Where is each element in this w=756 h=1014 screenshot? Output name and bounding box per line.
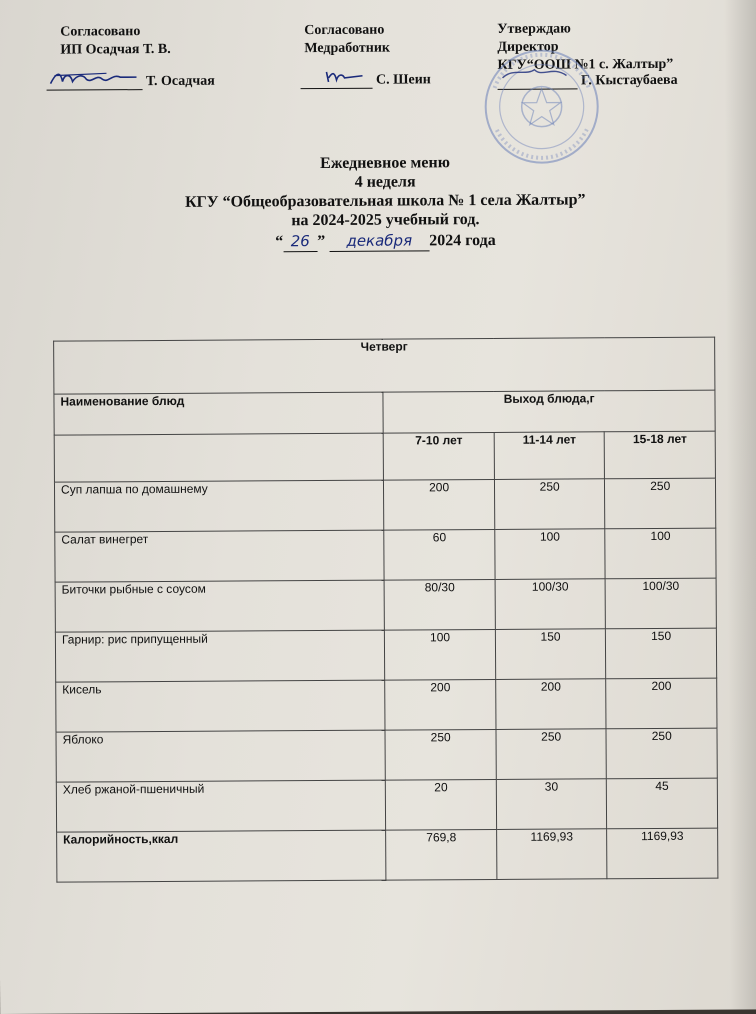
calories-label: Калорийность,ккал	[57, 830, 387, 882]
weekday-header: Четверг	[54, 337, 715, 394]
dish-name: Хлеб ржаной-пшеничный	[56, 780, 386, 832]
signature-name: Г. Кыстаубаева	[580, 72, 678, 89]
signature-line-medical	[300, 69, 430, 89]
date-year: 2024 года	[429, 231, 496, 250]
school-name: КГУ “Общеобразовательная школа № 1 села Жалтыр”	[184, 191, 586, 211]
portion-value: 80/30	[384, 579, 495, 630]
approval-heading: Согласовано	[60, 24, 141, 40]
portion-value: 60	[384, 529, 495, 580]
approval-heading: Согласовано	[304, 22, 385, 39]
portion-value: 250	[605, 478, 716, 529]
portion-value: 100	[385, 629, 496, 680]
dish-name: Салат винегрет	[55, 530, 385, 582]
dish-name: Суп лапша по домашнему	[54, 480, 384, 532]
portion-value: 200	[385, 679, 496, 730]
portion-value: 20	[386, 779, 497, 830]
table-row	[55, 578, 716, 632]
date-month: декабря	[329, 231, 429, 252]
approval-block-entrepreneur	[60, 23, 171, 60]
portion-value: 100/30	[605, 578, 716, 629]
age-group-header: 15-18 лет	[605, 431, 716, 479]
portion-value: 200	[384, 479, 495, 530]
dish-name: Яблоко	[56, 730, 386, 782]
handwritten-signature	[300, 70, 372, 89]
calories-value: 1169,93	[607, 828, 718, 879]
portion-value: 250	[494, 479, 605, 530]
approval-position: ИП Осадчая Т. В.	[60, 41, 171, 58]
portion-header: Выход блюда,г	[383, 390, 715, 433]
signature-name: Т. Осадчая	[145, 73, 215, 90]
table-row	[56, 778, 717, 832]
menu-date: “ 26 ” декабря 2024 года	[275, 231, 496, 251]
dish-name: Биточки рыбные с соусом	[55, 580, 385, 632]
portion-value: 100	[605, 528, 716, 579]
menu-table	[53, 337, 718, 883]
approval-position: Медработник	[304, 40, 391, 57]
portion-value: 45	[607, 778, 718, 829]
age-group-header: 7-10 лет	[384, 432, 495, 480]
table-row	[56, 678, 717, 732]
table-row	[55, 628, 716, 682]
table-row	[54, 478, 715, 532]
calories-row	[57, 828, 718, 882]
menu-title: Ежедневное меню	[320, 154, 450, 173]
handwritten-signature	[46, 71, 142, 91]
official-stamp-icon	[482, 47, 601, 166]
signature-scribble-icon	[300, 66, 372, 86]
approval-block-medical	[304, 22, 390, 59]
portion-value: 250	[385, 729, 496, 780]
portion-value: 100	[495, 529, 606, 580]
calories-value: 1169,93	[496, 829, 607, 880]
dish-name: Кисель	[56, 680, 386, 732]
portion-value: 30	[496, 779, 607, 830]
table-row	[55, 528, 716, 582]
date-day: 26	[283, 232, 317, 252]
dish-name-header: Наименование блюд	[54, 392, 384, 435]
dish-name: Гарнир: рис припущенный	[55, 630, 385, 682]
portion-value: 200	[606, 678, 717, 729]
approval-position: Директор	[497, 39, 559, 55]
portion-value: 100/30	[495, 579, 606, 630]
school-year: на 2024-2025 учебный год.	[291, 211, 480, 230]
signature-name: С. Шеин	[375, 72, 431, 88]
signature-line-entrepreneur	[46, 71, 214, 91]
portion-value: 150	[606, 628, 717, 679]
age-header-blank	[54, 433, 384, 482]
portion-value: 250	[606, 728, 717, 779]
signature-scribble-icon	[46, 67, 142, 88]
age-group-header: 11-14 лет	[494, 432, 605, 480]
calories-value: 769,8	[386, 829, 497, 880]
portion-value: 150	[495, 629, 606, 680]
approval-organization: КГУ“ООШ №1 с. Жалтыр”	[497, 56, 674, 73]
week-number: 4 неделя	[354, 173, 416, 191]
portion-value: 200	[496, 679, 607, 730]
table-row	[56, 728, 717, 782]
portion-value: 250	[496, 729, 607, 780]
approval-heading: Утверждаю	[497, 21, 571, 37]
